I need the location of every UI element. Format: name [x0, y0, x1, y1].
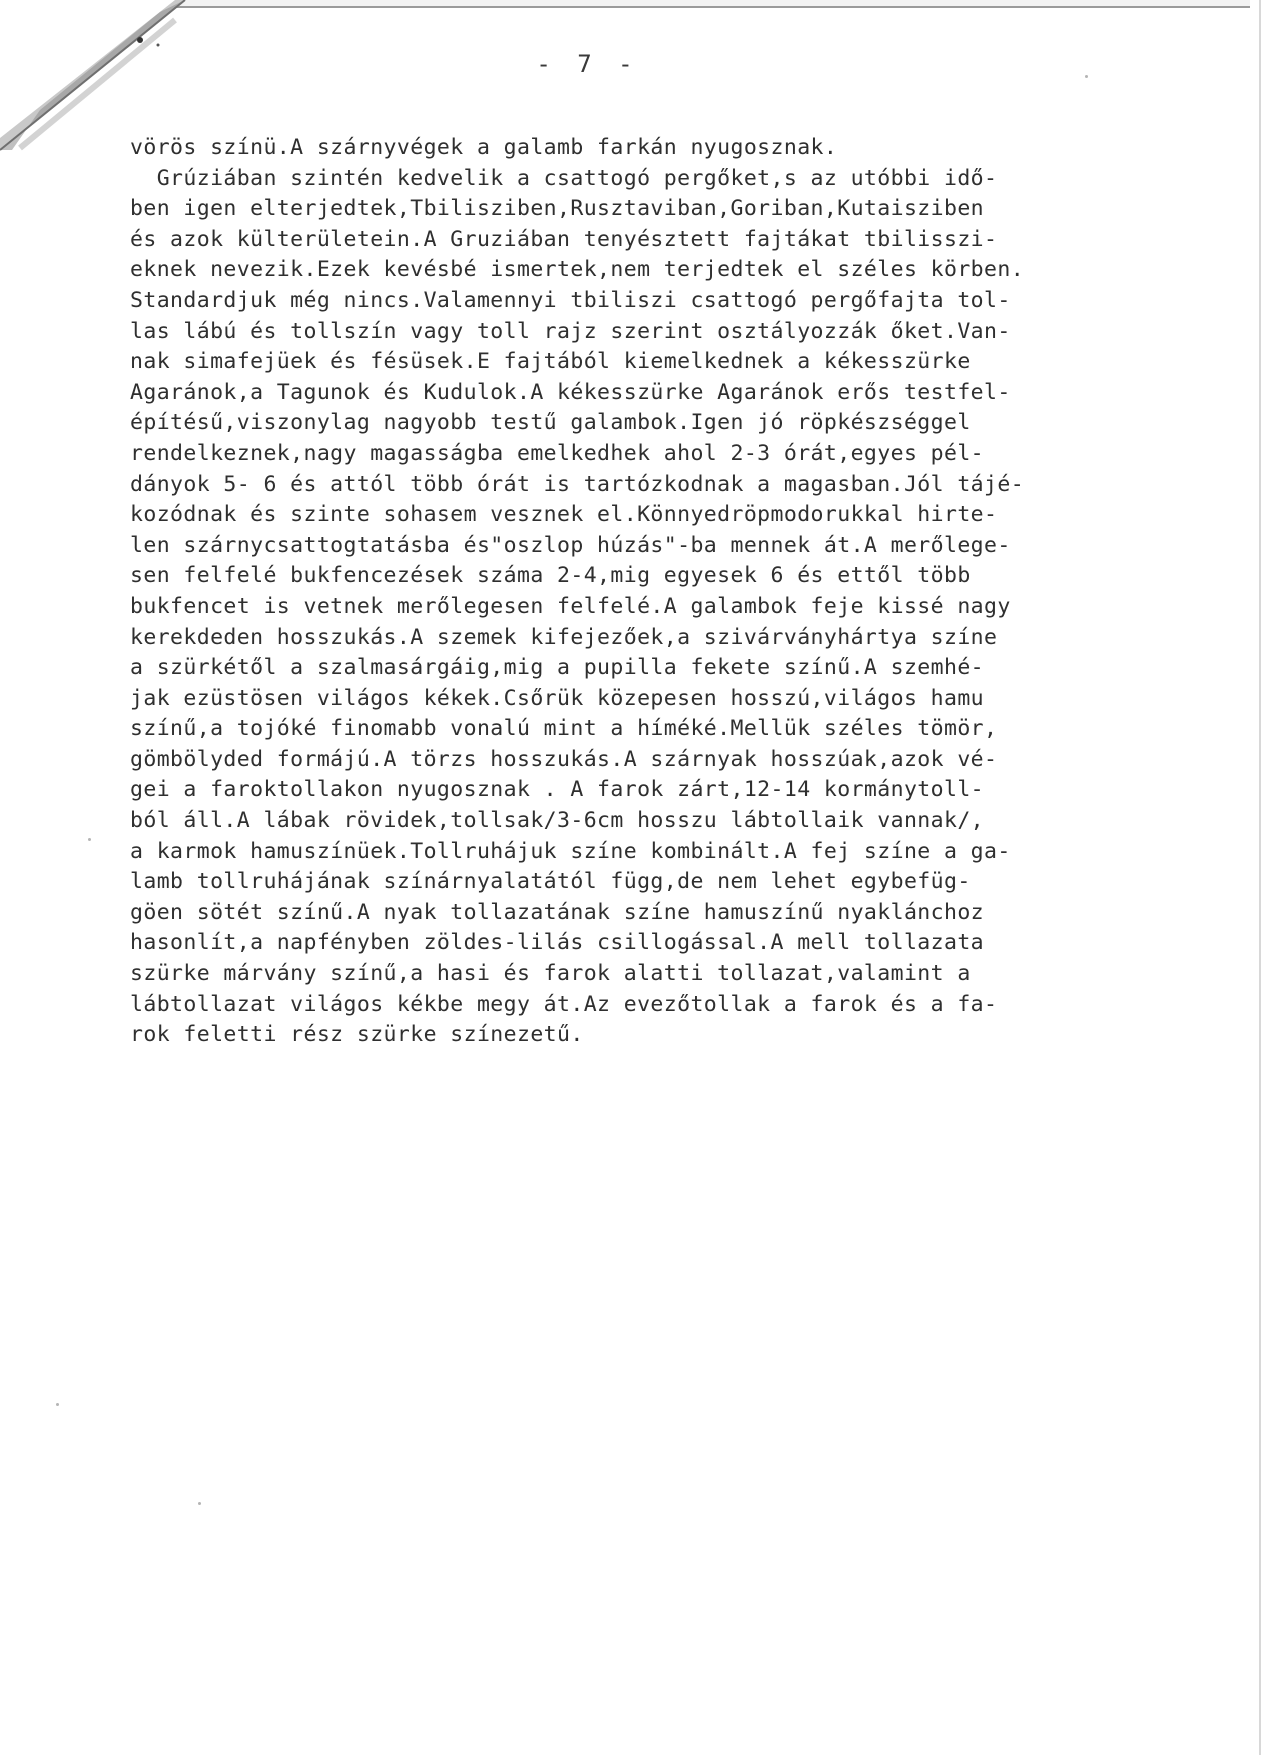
- body-text: [130, 133, 1160, 1051]
- scan-speck: [198, 1502, 201, 1505]
- text-line: Agaránok,a Tagunok és Kudulok.A kékesszürke Agaránok erős testfel-: [130, 379, 1011, 405]
- text-line: sen felfelé bukfencezések száma 2-4,mig egyesek 6 és ettől több: [130, 563, 971, 589]
- text-line: Grúziában szintén kedvelik a csattogó pergőket,s az utóbbi idő-: [130, 165, 998, 191]
- scan-right-edge: [1259, 0, 1261, 1755]
- text-line: len szárnycsattogtatásba és"oszlop húzás"-ba mennek át.A merőlege-: [130, 532, 1011, 558]
- text-line: Standardjuk még nincs.Valamennyi tbiliszi csattogó pergőfajta tol-: [130, 287, 1011, 313]
- text-line: kerekdeden hosszukás.A szemek kifejezőek,a szivárványhártya színe: [130, 624, 998, 650]
- text-line: vörös színü.A szárnyvégek a galamb farkán nyugosznak.: [130, 135, 838, 160]
- text-line: építésű,viszonylag nagyobb testű galambok.Igen jó röpkészséggel: [130, 410, 971, 436]
- text-line: jak ezüstösen világos kékek.Csőrük közepesen hosszú,világos hamu: [130, 685, 985, 711]
- text-line: a karmok hamuszínüek.Tollruhájuk színe kombinált.A fej színe a ga-: [130, 838, 1011, 864]
- text-line: kozódnak és szinte sohasem vesznek el.Könnyedröpmodorukkal hirte-: [130, 502, 998, 528]
- text-line: göen sötét színű.A nyak tollazatának színe hamuszínű nyaklánchoz: [130, 899, 985, 925]
- text-line: és azok külterületein.A Gruziában tenyésztett fajtákat tbilisszi-: [130, 226, 998, 252]
- text-line: nak simafejüek és fésüsek.E fajtából kiemelkednek a kékesszürke: [130, 349, 971, 375]
- text-line: a szürkétől a szalmasárgáig,mig a pupilla fekete színű.A szemhé-: [130, 655, 985, 681]
- scan-speck: [1085, 75, 1088, 78]
- text-line: szürke márvány színű,a hasi és farok alatti tollazat,valamint a: [130, 961, 971, 987]
- scan-top-edge: [170, 0, 1250, 8]
- text-line: hasonlít,a napfényben zöldes-lilás csillogással.A mell tollazata: [130, 930, 985, 956]
- page-number: - 7 -: [536, 50, 639, 78]
- text-line: rok feletti rész szürke színezetű.: [130, 1022, 584, 1048]
- text-line: bukfencet is vetnek merőlegesen felfelé.A galambok feje kissé nagy: [130, 593, 1011, 619]
- text-line: lamb tollruhájának színárnyalatától függ,de nem lehet egybefüg-: [130, 869, 971, 895]
- text-line: ból áll.A lábak rövidek,tollsak/3-6cm hosszu lábtollaik vannak/,: [130, 808, 985, 834]
- text-line: dányok 5- 6 és attól több órát is tartózkodnak a magasban.Jól tájé-: [130, 471, 1025, 497]
- text-line: eknek nevezik.Ezek kevésbé ismertek,nem terjedtek el széles körben.: [130, 257, 1025, 283]
- text-line: színű,a tojóké finomabb vonalú mint a híméké.Mellük széles tömör,: [130, 716, 998, 742]
- scan-speck: [56, 1403, 59, 1406]
- text-line: gömbölyded formájú.A törzs hosszukás.A szárnyak hosszúak,azok vé-: [130, 746, 998, 772]
- text-line: lábtollazat világos kékbe megy át.Az evezőtollak a farok és a fa-: [130, 991, 998, 1017]
- text-line: ben igen elterjedtek,Tbilisziben,Rusztaviban,Goriban,Kutaisziben: [130, 196, 985, 222]
- text-line: rendelkeznek,nagy magasságba emelkedhek ahol 2-3 órát,egyes pél-: [130, 440, 985, 466]
- text-line: gei a faroktollakon nyugosznak . A farok zárt,12-14 kormánytoll-: [130, 777, 985, 803]
- text-line: las lábú és tollszín vagy toll rajz szerint osztályozzák őket.Van-: [130, 318, 1011, 344]
- scan-speck: [88, 838, 91, 841]
